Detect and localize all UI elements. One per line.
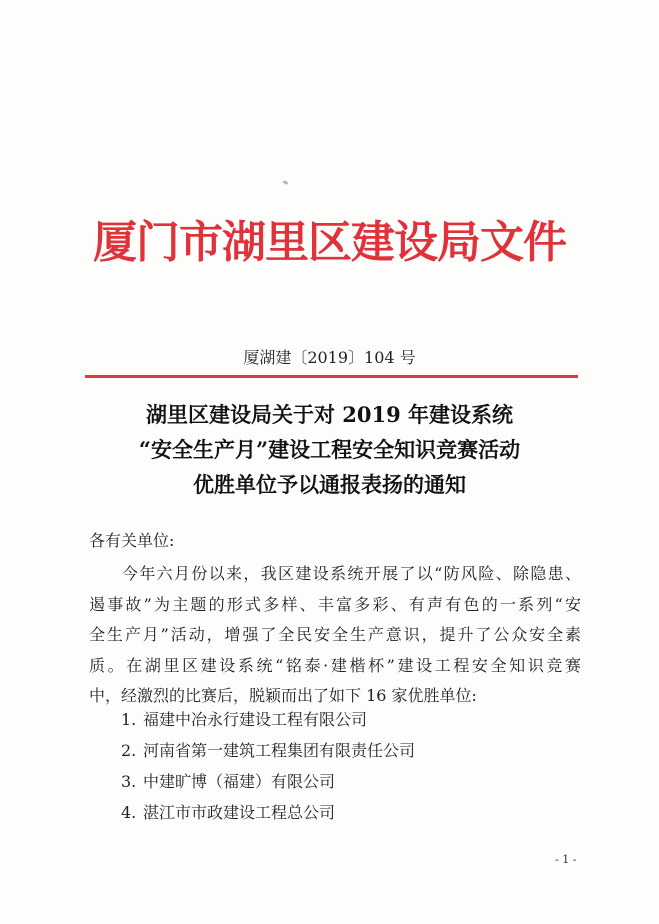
issuing-authority-title: 厦门市湖里区建设局文件 <box>93 217 566 268</box>
document-number: 厦湖建〔2019〕104 号 <box>243 348 416 367</box>
body-line-4: 质。在湖里区建设系统“铭泰·建楷杯”建设工程安全知识竞赛 <box>89 655 581 675</box>
list-item <box>121 735 415 766</box>
subject-line-2: “安全生产月”建设工程安全知识竞赛活动 <box>138 437 521 462</box>
list-item-number: 2. <box>121 741 137 760</box>
page-number: - 1 - <box>555 853 577 866</box>
list-item-number: 1. <box>121 710 137 729</box>
list-item-number: 3. <box>121 772 137 791</box>
body-paragraph <box>89 559 581 712</box>
body-line-5: 中，经激烈的比赛后，脱颖而出了如下 16 家优胜单位: <box>89 686 477 705</box>
list-item <box>121 766 415 797</box>
red-divider-line <box>85 375 578 378</box>
list-item-name: 河南省第一建筑工程集团有限责任公司 <box>143 741 416 760</box>
body-line-3: 全生产月”活动，增强了全民安全生产意识，提升了公众安全素 <box>89 625 581 644</box>
subject-line-1: 湖里区建设局关于对 2019 年建设系统 <box>145 402 514 427</box>
list-item-name: 中建旷博（福建）有限公司 <box>143 772 336 791</box>
scan-speck <box>283 180 289 185</box>
winning-units-list <box>121 704 415 828</box>
salutation: 各有关单位: <box>89 531 175 550</box>
subject-line-3: 优胜单位予以通报表扬的通知 <box>193 472 466 497</box>
list-item-number: 4. <box>121 803 137 822</box>
body-line-1: 今年六月份以来，我区建设系统开展了以“防风险、除隐患、 <box>122 564 581 583</box>
body-line-2: 遏事故”为主题的形式多样、丰富多彩、有声有色的一系列“安 <box>89 594 581 614</box>
list-item <box>121 704 415 735</box>
list-item-name: 福建中冶永行建设工程有限公司 <box>143 710 368 729</box>
list-item <box>121 797 415 828</box>
list-item-name: 湛江市市政建设工程总公司 <box>143 803 336 822</box>
notice-subject <box>0 397 659 502</box>
